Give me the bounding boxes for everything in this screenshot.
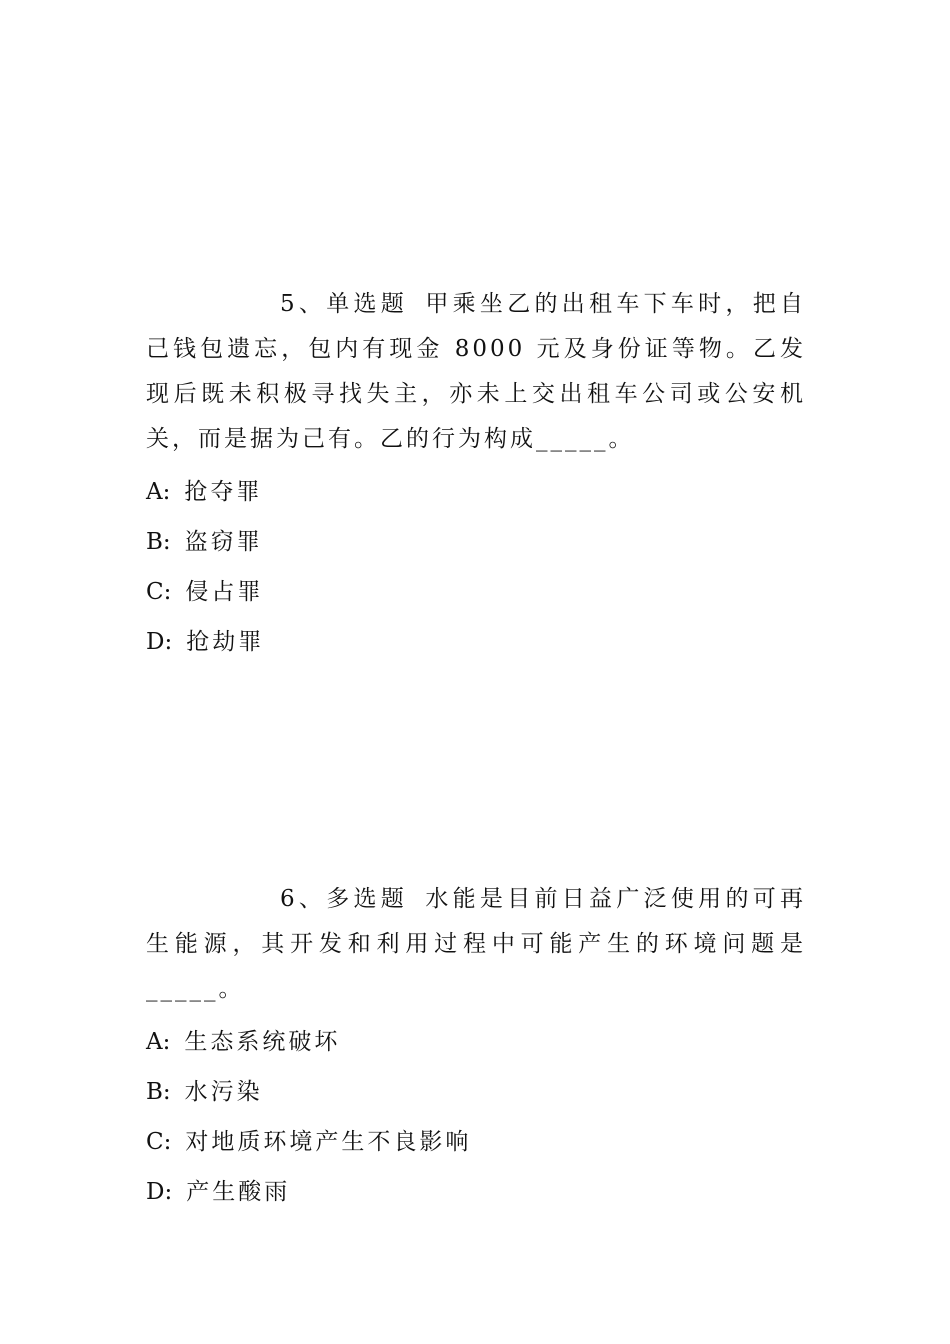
option-c[interactable]: [146, 1117, 806, 1167]
question-5: [146, 282, 806, 667]
option-d[interactable]: [146, 617, 806, 667]
option-letter: D: [146, 629, 165, 655]
option-letter: C: [146, 579, 164, 605]
question-text: 水能是目前日益广泛使用的可再生能源，其开发和利用过程中可能产生的环境问题是_____。: [146, 886, 807, 1002]
option-a[interactable]: [146, 467, 806, 517]
option-letter: A: [146, 1029, 163, 1055]
question-number: 6: [280, 886, 298, 912]
question-number-separator: 、: [297, 886, 327, 912]
option-text: 产生酸雨: [186, 1179, 291, 1205]
question-text: 甲乘坐乙的出租车下车时，把自己钱包遗忘，包内有现金 8000 元及身份证等物。乙发现后既未积极寻找失主，亦未上交出租车公司或公安机关，而是据为己有。乙的行为构成_____。: [146, 291, 807, 452]
option-b[interactable]: [146, 517, 806, 567]
option-text: 侵占罪: [185, 579, 264, 605]
option-list: [146, 467, 806, 667]
question-type: 单选题: [326, 291, 409, 317]
question-stem: [146, 877, 806, 1012]
option-colon: :: [162, 1079, 171, 1105]
option-text: 抢劫罪: [186, 629, 265, 655]
option-colon: :: [163, 579, 172, 605]
question-number: 5: [280, 291, 298, 317]
option-letter: D: [146, 1179, 165, 1205]
question-stem: [146, 282, 806, 462]
option-a[interactable]: [146, 1017, 806, 1067]
option-letter: B: [146, 1079, 163, 1105]
option-text: 对地质环境产生不良影响: [185, 1129, 472, 1155]
option-colon: :: [164, 1179, 173, 1205]
question-number-separator: 、: [297, 291, 327, 317]
option-c[interactable]: [146, 567, 806, 617]
option-d[interactable]: [146, 1167, 806, 1217]
option-colon: :: [163, 1129, 172, 1155]
option-b[interactable]: [146, 1067, 806, 1117]
option-text: 盗窃罪: [184, 529, 263, 555]
option-colon: :: [162, 1029, 171, 1055]
option-text: 水污染: [184, 1079, 263, 1105]
option-letter: A: [146, 479, 163, 505]
option-text: 抢夺罪: [184, 479, 263, 505]
option-list: [146, 1017, 806, 1217]
question-6: [146, 877, 806, 1217]
option-colon: :: [164, 629, 173, 655]
question-type: 多选题: [326, 886, 409, 912]
option-colon: :: [162, 529, 171, 555]
option-letter: C: [146, 1129, 164, 1155]
option-letter: B: [146, 529, 163, 555]
option-colon: :: [162, 479, 171, 505]
option-text: 生态系统破坏: [184, 1029, 341, 1055]
